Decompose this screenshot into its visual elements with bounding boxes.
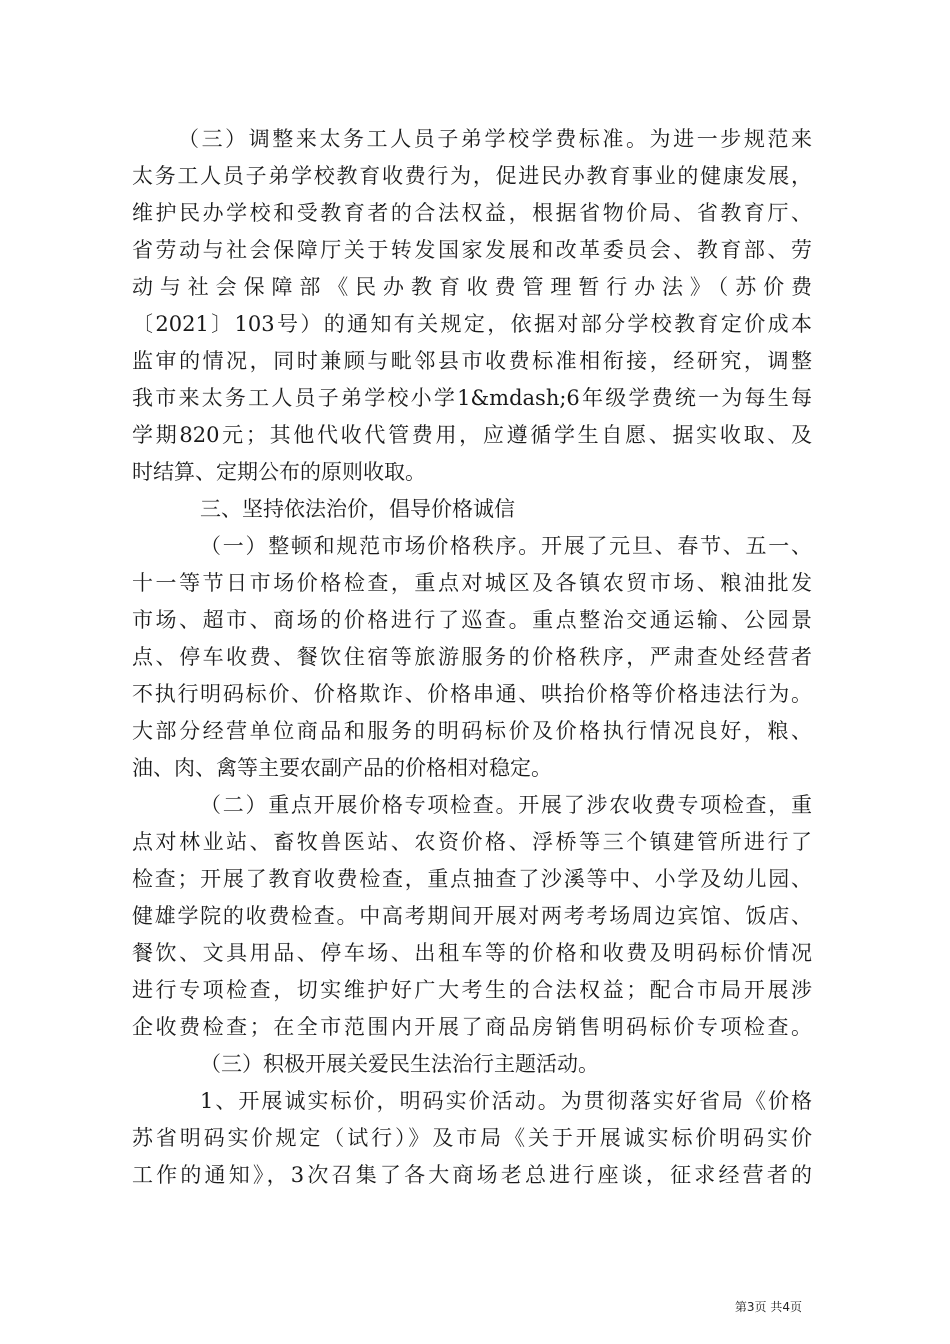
paragraph-line: 我市来太务工人员子弟学校小学1&mdash;6年级学费统一为每生每 [132, 386, 812, 410]
paragraph-line: 不执行明码标价、价格欺诈、价格串通、哄抬价格等价格违法行为。 [132, 682, 812, 706]
paragraph-line: 市场、超市、商场的价格进行了巡查。重点整治交通运输、公园景 [132, 608, 812, 632]
paragraph-line: 监审的情况，同时兼顾与毗邻县市收费标准相衔接，经研究，调整 [132, 349, 812, 373]
paragraph-line: 十一等节日市场价格检查，重点对城区及各镇农贸市场、粮油批发 [132, 571, 812, 595]
section-heading: 三、坚持依法治价，倡导价格诚信 [200, 497, 515, 521]
paragraph-line: 苏省明码实价规定（试行）》及市局《关于开展诚实标价明码实价 [132, 1126, 812, 1150]
paragraph-line: 检查；开展了教育收费检查，重点抽查了沙溪等中、小学及幼儿园、 [132, 867, 812, 891]
paragraph-line: 油、肉、禽等主要农副产品的价格相对稳定。 [132, 756, 552, 780]
paragraph-line: 健雄学院的收费检查。中高考期间开展对两考考场周边宾馆、饭店、 [132, 904, 812, 928]
page-number: 第3页 共4页 [734, 1300, 802, 1314]
paragraph-line: 点、停车收费、餐饮住宿等旅游服务的价格秩序，严肃查处经营者 [132, 645, 812, 669]
paragraph-line: 时结算、定期公布的原则收取。 [132, 460, 426, 484]
paragraph-line: 动与社会保障部《民办教育收费管理暂行办法》（苏价费 [132, 275, 812, 299]
paragraph-line: 大部分经营单位商品和服务的明码标价及价格执行情况良好，粮、 [132, 719, 812, 743]
paragraph-line: 省劳动与社会保障厅关于转发国家发展和改革委员会、教育部、劳 [132, 238, 812, 262]
paragraph-line: （三）积极开展关爱民生法治行主题活动。 [200, 1052, 599, 1076]
paragraph-line: 维护民办学校和受教育者的合法权益，根据省物价局、省教育厅、 [132, 201, 812, 225]
paragraph-line: 学期820元；其他代收代管费用，应遵循学生自愿、据实收取、及 [132, 423, 812, 447]
paragraph-line: 1、开展诚实标价，明码实价活动。为贯彻落实好省局《价格 [200, 1089, 812, 1113]
paragraph-line: （二）重点开展价格专项检查。开展了涉农收费专项检查，重 [200, 793, 812, 817]
paragraph-line: 〔2021〕103号）的通知有关规定，依据对部分学校教育定价成本 [132, 312, 812, 336]
paragraph-line: 进行专项检查，切实维护好广大考生的合法权益；配合市局开展涉 [132, 978, 812, 1002]
paragraph-line: 点对林业站、畜牧兽医站、农资价格、浮桥等三个镇建管所进行了 [132, 830, 812, 854]
paragraph-line: 企收费检查；在全市范围内开展了商品房销售明码标价专项检查。 [132, 1015, 812, 1039]
paragraph-line: 工作的通知》，3次召集了各大商场老总进行座谈，征求经营者的 [132, 1163, 812, 1187]
paragraph-line: （三）调整来太务工人员子弟学校学费标准。为进一步规范来 [178, 127, 812, 151]
paragraph-line: 太务工人员子弟学校教育收费行为，促进民办教育事业的健康发展， [132, 164, 812, 188]
paragraph-line: 餐饮、文具用品、停车场、出租车等的价格和收费及明码标价情况 [132, 941, 812, 965]
paragraph-line: （一）整顿和规范市场价格秩序。开展了元旦、春节、五一、 [200, 534, 812, 558]
